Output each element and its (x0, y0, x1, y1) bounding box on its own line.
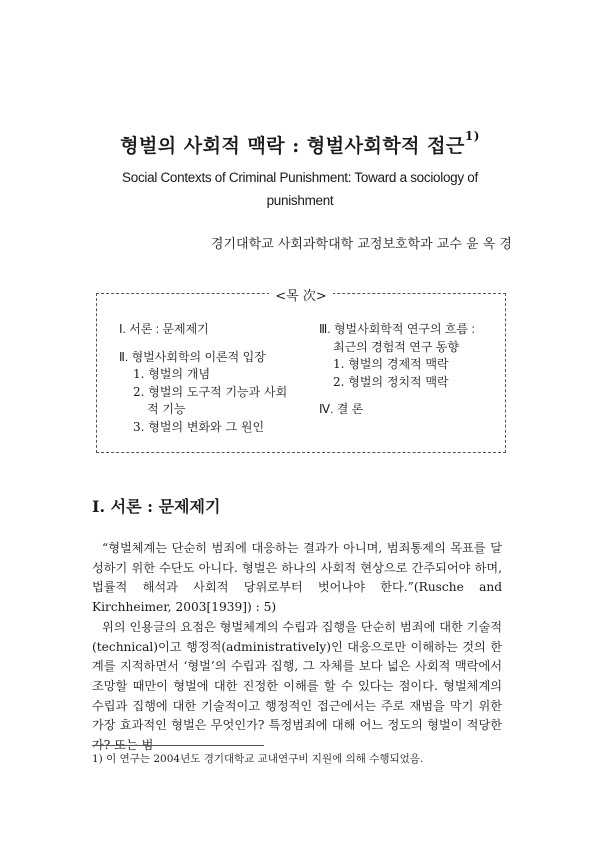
paragraph-quote: “형벌체계는 단순히 범죄에 대응하는 결과가 아니며, 범죄통제의 목표를 달성하기 위한 수단도 아니다. 형벌은 하나의 사회적 현상으로 간주되어야 하며, 법률적 해석과 사회적 당위로부터 벗어나야 한다.”(Rusche and Kirchheimer, 2003[1939]) : 5) (92, 541, 502, 615)
toc-label: <목 次> (269, 289, 332, 304)
toc-subitem: 1. 형벌의 개념 (133, 367, 211, 381)
toc-subitem: 2. 형벌의 도구적 기능과 사회 (133, 384, 288, 399)
toc-subitem: 1. 형벌의 경제적 맥락 (333, 357, 449, 371)
toc-item-section-1: Ⅰ. 서론 : 문제제기 (119, 322, 209, 336)
title-footnote-mark: 1) (464, 129, 480, 143)
footnote: 1) 이 연구는 2004년도 경기대학교 교내연구비 지원에 의해 수행되었음. (92, 753, 424, 765)
paper-title-english: Social Contexts of Criminal Punishment: Toward a sociology of punishment (122, 170, 478, 208)
body-text (92, 539, 502, 756)
toc-right-column (319, 321, 499, 419)
footnote-rule (92, 745, 264, 746)
section-heading: Ⅰ. 서론 : 문제제기 (92, 497, 221, 516)
toc-item-section-4: Ⅳ. 결 론 (319, 402, 364, 416)
toc-item-section-2: Ⅱ. 형벌사회학의 이론적 입장 (119, 349, 266, 364)
author-affiliation: 경기대학교 사회과학대학 교정보호학과 교수 윤 옥 경 (210, 237, 512, 252)
toc-item-section-3-continuation: 최근의 경험적 연구 동향 (333, 339, 459, 354)
paper-title (0, 131, 600, 158)
toc-subitem: 3. 형벌의 변화와 그 원인 (133, 419, 265, 434)
toc-item-section-3: Ⅲ. 형벌사회학적 연구의 흐름 : (319, 322, 475, 336)
paragraph: 위의 인용글의 요점은 형벌체계의 수립과 집행을 단순히 범죄에 대한 기술적(technical)이고 행정적(administratively)인 대응으로만 이해하는 것의 한계를 지적하면서 ‘형벌’의 수립과 집행, 그 자체를 보다 넓은 사회적 맥락에서 조망할 때만이 형벌에 대한 진정한 이해를 할 수 있다는 점이다. 형벌체계의 수립과 집행에 대한 기술적이고 행정적인 접근에서는 주로 재범을 막기 위한 가장 효과적인 형벌은 무엇인가? 특정범죄에 대해 어느 정도의 형벌이 적당한가? 또는 범 (92, 619, 502, 753)
toc-left-column (119, 321, 309, 436)
paper-title-korean: 형벌의 사회적 맥락 : 형벌사회학적 접근 (120, 135, 465, 157)
toc-subitem-continuation: 적 기능 (147, 402, 186, 416)
toc-subitem: 2. 형벌의 정치적 맥락 (333, 374, 449, 389)
table-of-contents (96, 289, 506, 453)
